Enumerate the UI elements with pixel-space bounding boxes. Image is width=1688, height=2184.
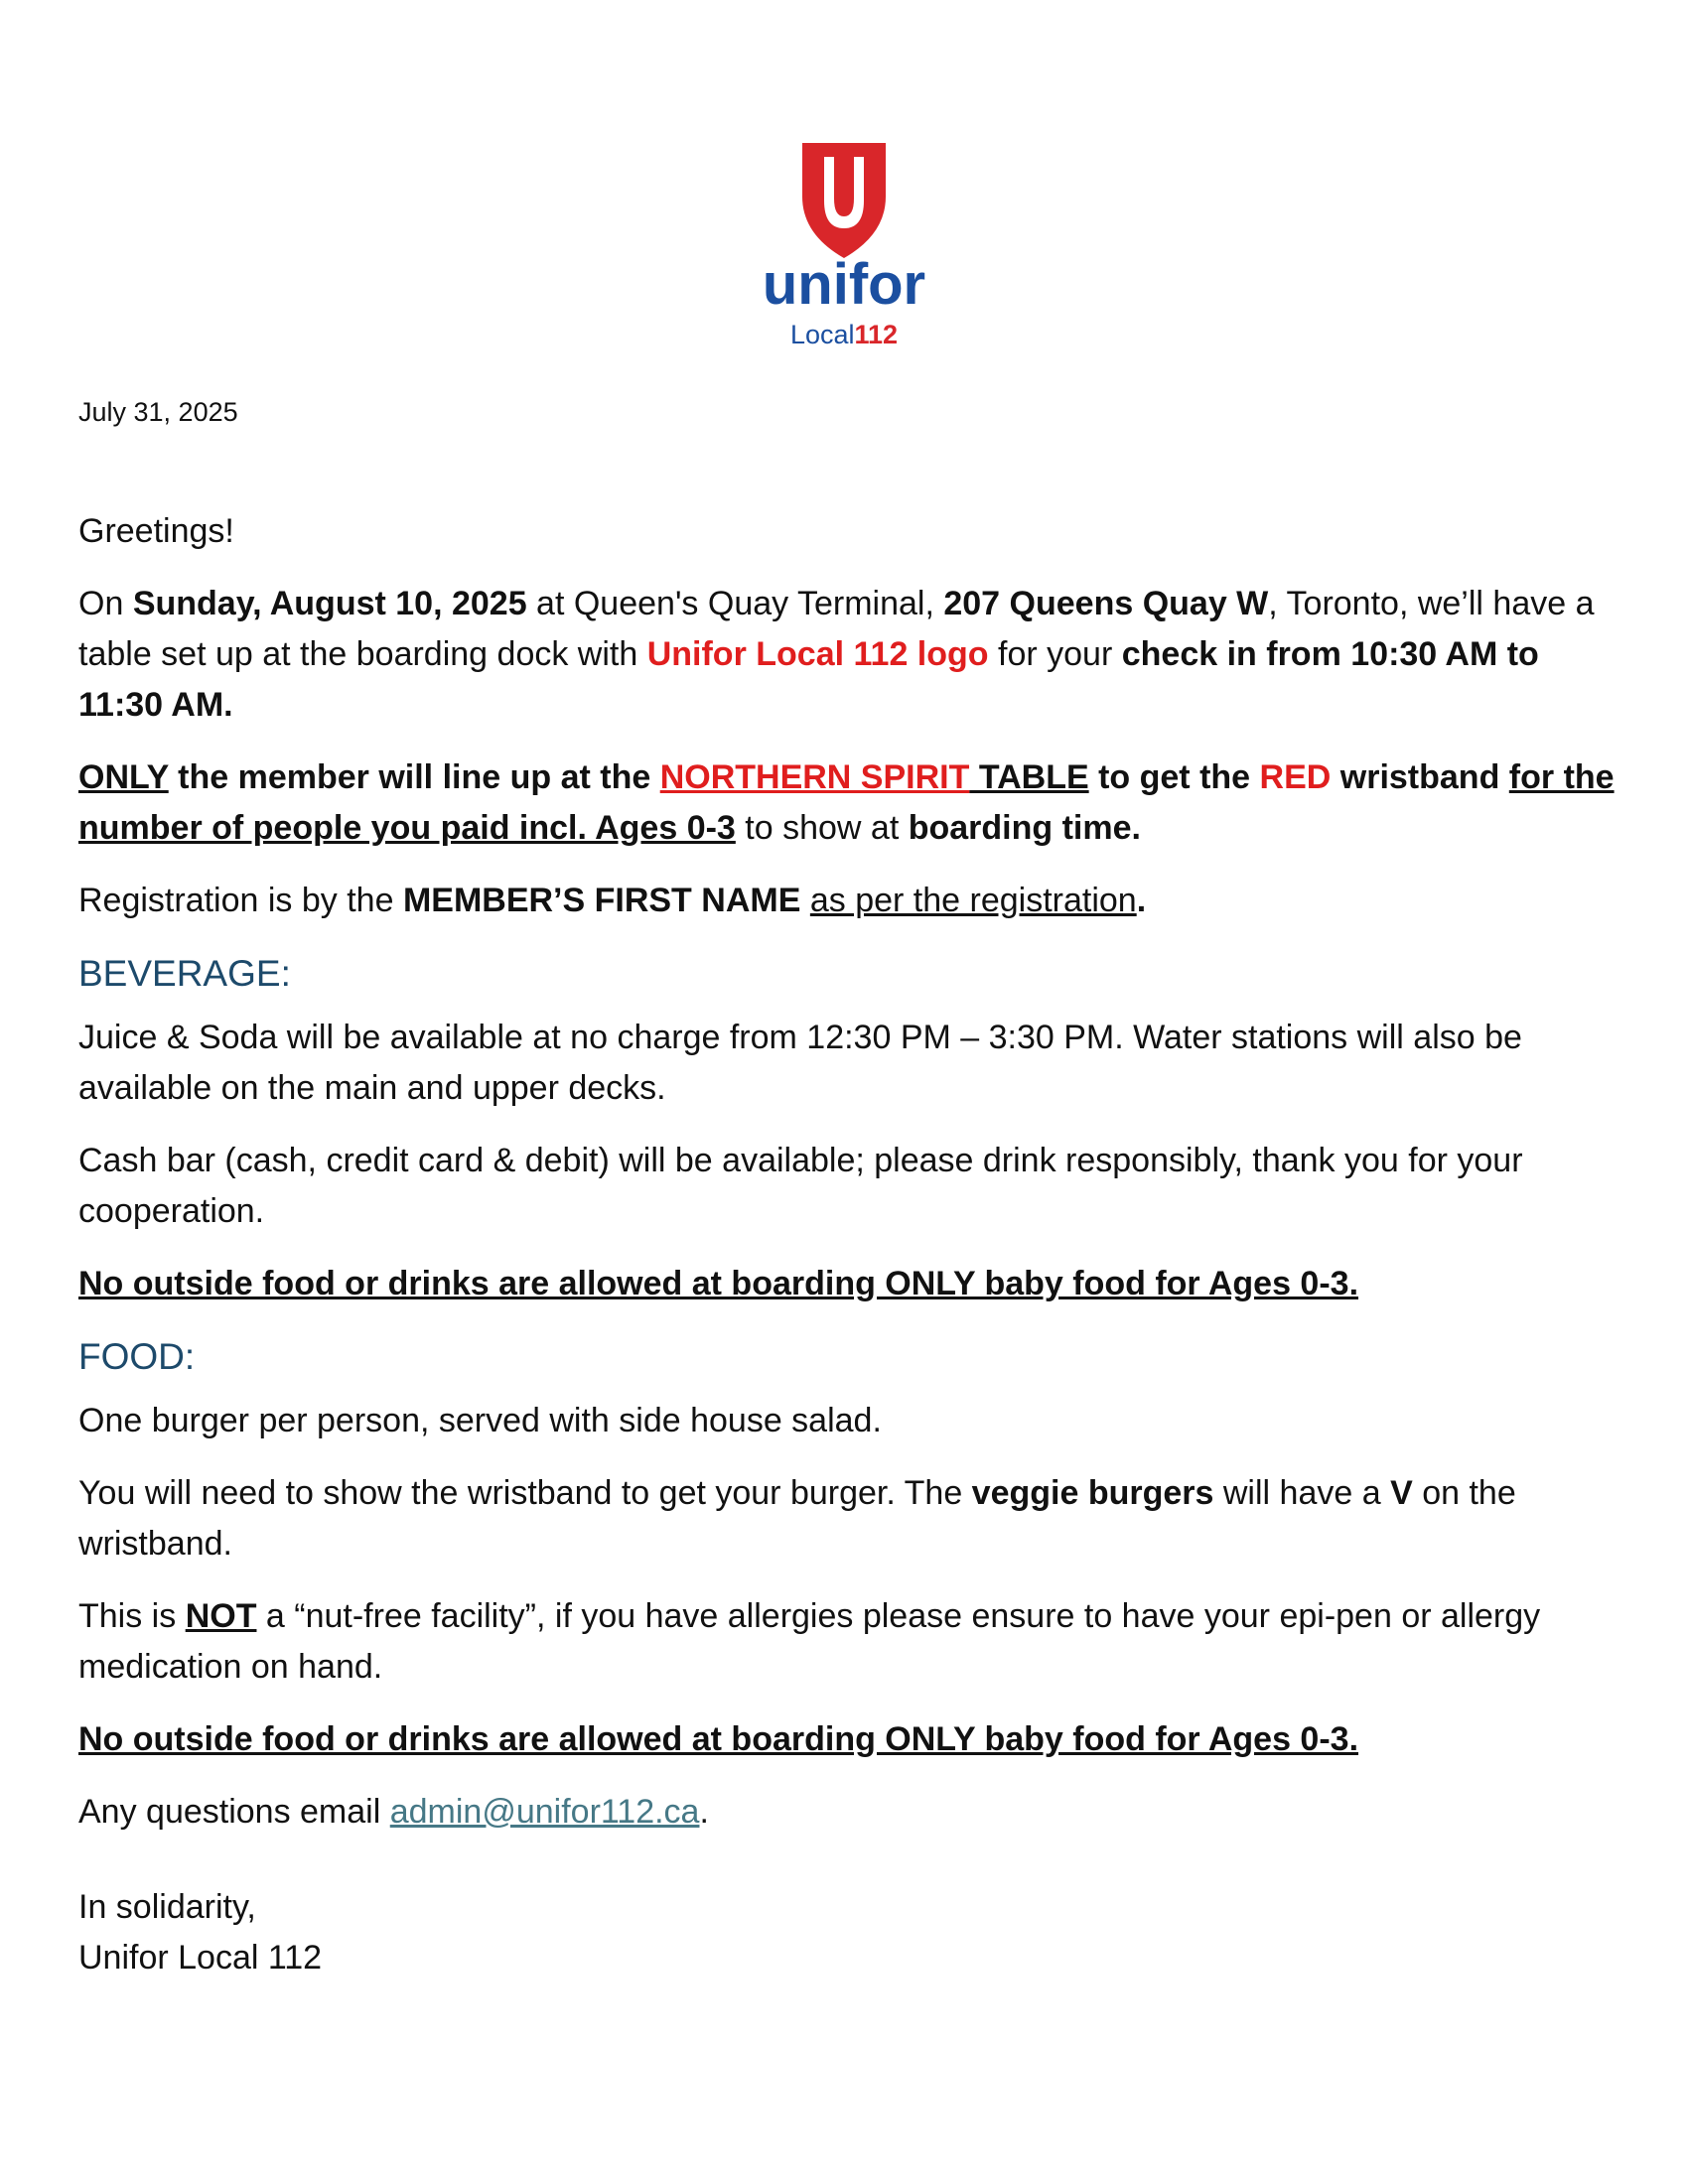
northern-spirit: NORTHERN SPIRIT: [659, 758, 970, 796]
local-prefix: Local: [789, 320, 855, 349]
food-paragraph-3: This is NOT a “nut-free facility”, if you have allergies please ensure to have your epi-pen or allergy medication on hand.: [78, 1597, 1541, 1686]
event-address: 207 Queens Quay W: [943, 585, 1269, 622]
unifor-logo: [720, 137, 968, 355]
beverage-paragraph-1: Juice & Soda will be available at no charge from 12:30 PM – 3:30 PM. Water stations will also be available on the main and upper decks.: [78, 1019, 1522, 1107]
registration-paragraph: Registration is by the MEMBER’S FIRST NAME as per the registration.: [78, 882, 1147, 919]
contact-paragraph: Any questions email admin@unifor112.ca.: [78, 1793, 709, 1831]
signature-block: [78, 1882, 1618, 1983]
letter-date: July 31, 2025: [78, 397, 238, 427]
letter-body: [78, 506, 1618, 1983]
beverage-heading: BEVERAGE:: [78, 953, 291, 994]
food-notice: No outside food or drinks are allowed at boarding ONLY baby food for Ages 0-3.: [78, 1720, 1359, 1758]
intro-paragraph: On Sunday, August 10, 2025 at Queen's Quay Terminal, 207 Queens Quay W, Toronto, we’ll have a table set up at the boarding dock with Unifor Local 112 logo for your check in from 10:30 AM to 11:30 AM.: [78, 585, 1595, 724]
event-date: Sunday, August 10, 2025: [132, 585, 527, 622]
food-paragraph-2: You will need to show the wristband to get your burger. The veggie burgers will have a V on the wristband.: [78, 1474, 1516, 1563]
svg-text:Local112: [790, 320, 898, 349]
food-heading: FOOD:: [78, 1336, 196, 1377]
logo-phrase: Unifor Local 112 logo: [646, 635, 989, 673]
email-link[interactable]: admin@unifor112.ca: [389, 1793, 700, 1831]
wristband-paragraph: ONLY the member will line up at the NORTHERN SPIRIT TABLE to get the RED wristband for the number of people you paid incl. Ages 0-3 to show at boarding time.: [78, 758, 1615, 847]
beverage-paragraph-2: Cash bar (cash, credit card & debit) will be available; please drink responsibly, thank you for your cooperation.: [78, 1142, 1523, 1230]
beverage-notice: No outside food or drinks are allowed at boarding ONLY baby food for Ages 0-3.: [78, 1265, 1359, 1302]
signatory: Unifor Local 112: [78, 1939, 323, 1977]
brand-wordmark: unifor: [762, 252, 926, 317]
food-paragraph-1: One burger per person, served with side house salad.: [78, 1402, 882, 1439]
red-wristband: RED: [1259, 758, 1332, 796]
checkin-time: check in from 10:30 AM to 11:30 AM.: [78, 635, 1539, 724]
closing-line: In solidarity,: [78, 1888, 256, 1926]
shield-icon: [802, 143, 886, 258]
local-number: 112: [854, 320, 899, 349]
greeting: Greetings!: [78, 512, 234, 550]
